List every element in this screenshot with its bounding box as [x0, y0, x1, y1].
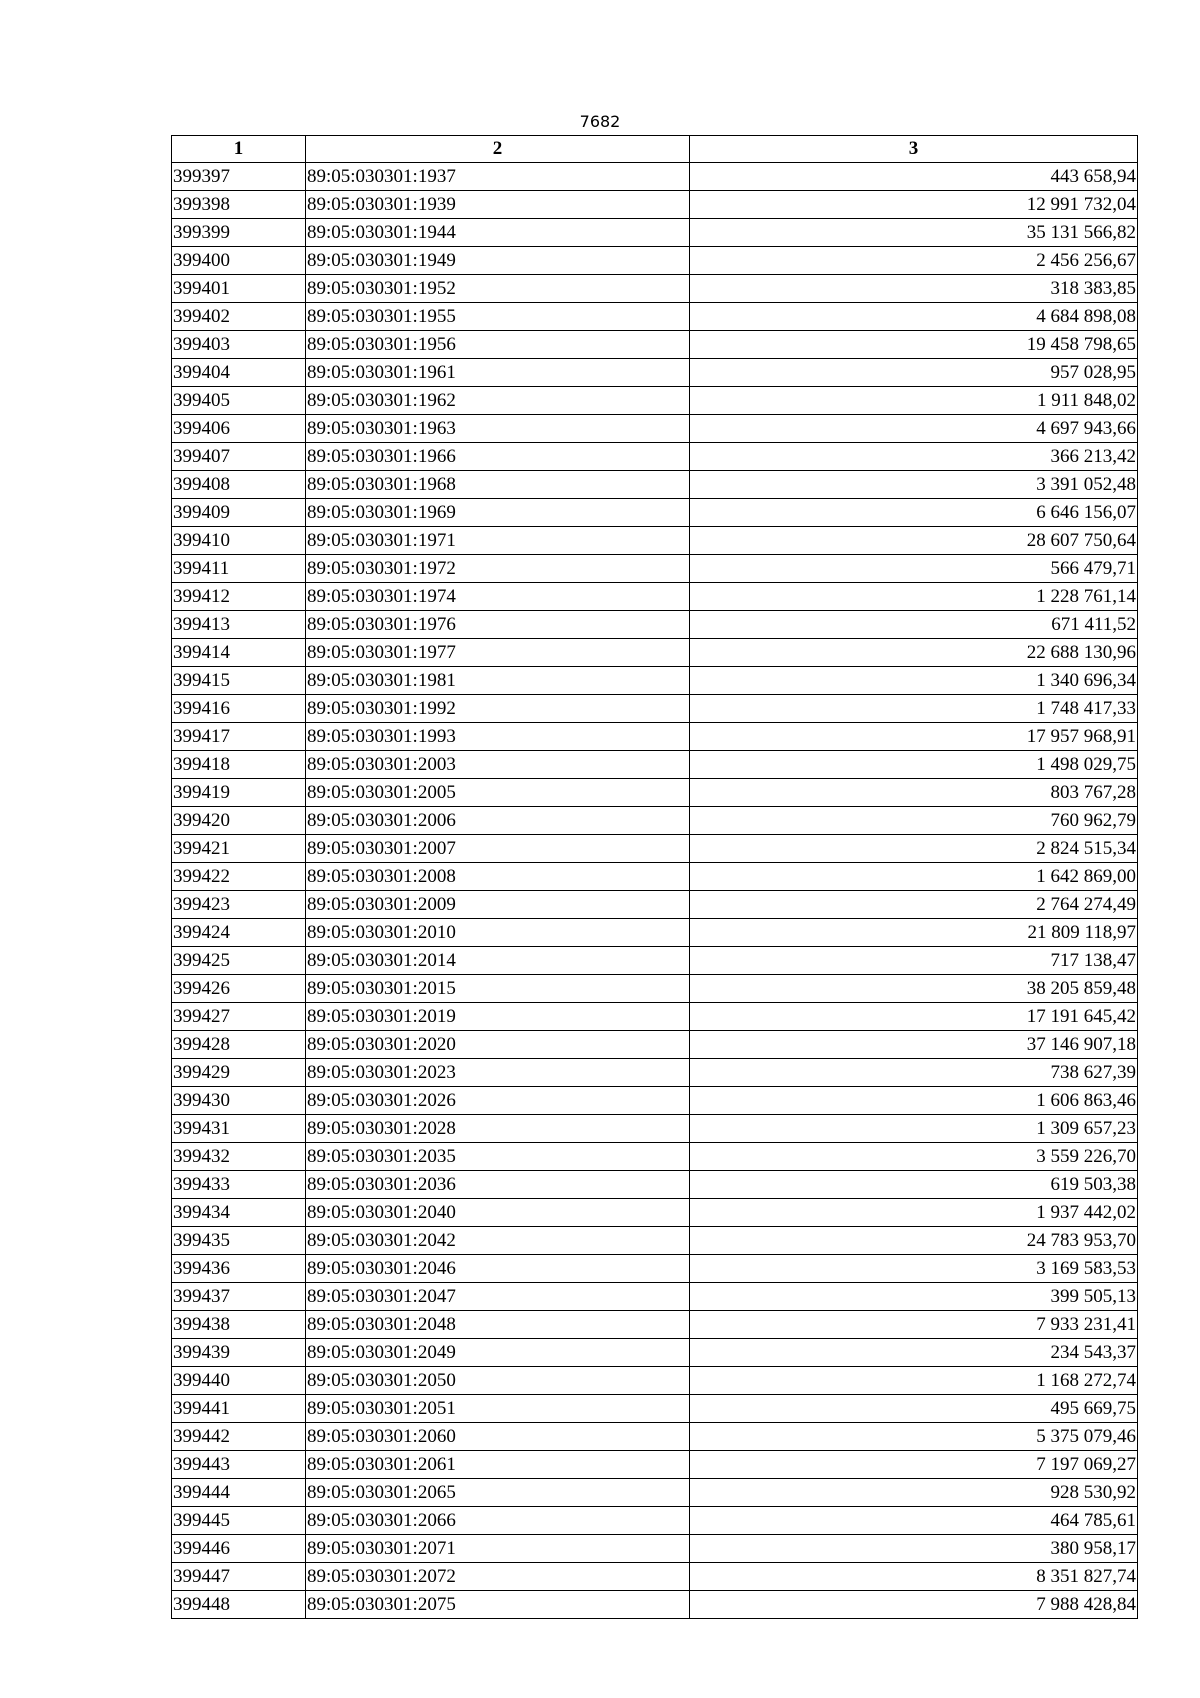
cadastral-value-cell: 1 498 029,75 [690, 751, 1138, 779]
cadastral-number-cell: 89:05:030301:1956 [306, 331, 690, 359]
cadastral-value-cell: 1 309 657,23 [690, 1115, 1138, 1143]
cadastral-number-cell: 89:05:030301:2007 [306, 835, 690, 863]
cadastral-number-cell: 89:05:030301:1969 [306, 499, 690, 527]
cadastral-number-cell: 89:05:030301:1974 [306, 583, 690, 611]
table-row [172, 1059, 1138, 1087]
header-row [172, 136, 1138, 163]
row-number-cell: 399423 [172, 891, 306, 919]
table-row [172, 583, 1138, 611]
cadastral-number-cell: 89:05:030301:2075 [306, 1591, 690, 1619]
table-row [172, 1479, 1138, 1507]
row-number-cell: 399408 [172, 471, 306, 499]
row-number-cell: 399433 [172, 1171, 306, 1199]
table-row [172, 1087, 1138, 1115]
row-number-cell: 399430 [172, 1087, 306, 1115]
cadastral-number-cell: 89:05:030301:2028 [306, 1115, 690, 1143]
row-number-cell: 399426 [172, 975, 306, 1003]
cadastral-value-cell: 5 375 079,46 [690, 1423, 1138, 1451]
table-row [172, 499, 1138, 527]
row-number-cell: 399406 [172, 415, 306, 443]
cadastral-value-cell: 6 646 156,07 [690, 499, 1138, 527]
cadastral-value-cell: 35 131 566,82 [690, 219, 1138, 247]
table-row [172, 219, 1138, 247]
table-row [172, 975, 1138, 1003]
row-number-cell: 399434 [172, 1199, 306, 1227]
table-row [172, 639, 1138, 667]
cadastral-number-cell: 89:05:030301:2065 [306, 1479, 690, 1507]
table-row [172, 1255, 1138, 1283]
cadastral-number-cell: 89:05:030301:2061 [306, 1451, 690, 1479]
table-row [172, 1031, 1138, 1059]
cadastral-number-cell: 89:05:030301:2047 [306, 1283, 690, 1311]
cadastral-value-cell: 7 933 231,41 [690, 1311, 1138, 1339]
cadastral-number-cell: 89:05:030301:1976 [306, 611, 690, 639]
table-row [172, 1423, 1138, 1451]
cadastral-value-cell: 3 559 226,70 [690, 1143, 1138, 1171]
cadastral-value-cell: 443 658,94 [690, 163, 1138, 191]
row-number-cell: 399427 [172, 1003, 306, 1031]
cadastral-number-cell: 89:05:030301:2019 [306, 1003, 690, 1031]
cadastral-number-cell: 89:05:030301:2066 [306, 1507, 690, 1535]
cadastral-value-cell: 37 146 907,18 [690, 1031, 1138, 1059]
table-row [172, 191, 1138, 219]
cadastral-value-cell: 318 383,85 [690, 275, 1138, 303]
cadastral-value-cell: 671 411,52 [690, 611, 1138, 639]
table-row [172, 443, 1138, 471]
row-number-cell: 399414 [172, 639, 306, 667]
page-number: 7682 [579, 112, 621, 131]
table-row [172, 331, 1138, 359]
cadastral-number-cell: 89:05:030301:1955 [306, 303, 690, 331]
cadastral-value-cell: 2 824 515,34 [690, 835, 1138, 863]
cadastral-number-cell: 89:05:030301:2072 [306, 1563, 690, 1591]
cadastral-value-cell: 2 764 274,49 [690, 891, 1138, 919]
table-row [172, 471, 1138, 499]
table-row [172, 415, 1138, 443]
cadastral-value-cell: 19 458 798,65 [690, 331, 1138, 359]
cadastral-number-cell: 89:05:030301:1977 [306, 639, 690, 667]
cadastral-number-cell: 89:05:030301:1939 [306, 191, 690, 219]
table-row [172, 807, 1138, 835]
cadastral-value-cell: 928 530,92 [690, 1479, 1138, 1507]
row-number-cell: 399419 [172, 779, 306, 807]
cadastral-value-cell: 495 669,75 [690, 1395, 1138, 1423]
cadastral-number-cell: 89:05:030301:2035 [306, 1143, 690, 1171]
cadastral-value-cell: 3 391 052,48 [690, 471, 1138, 499]
cadastral-value-cell: 7 988 428,84 [690, 1591, 1138, 1619]
row-number-cell: 399435 [172, 1227, 306, 1255]
cadastral-value-cell: 24 783 953,70 [690, 1227, 1138, 1255]
table-row [172, 1591, 1138, 1619]
table-header [172, 136, 1138, 163]
row-number-cell: 399424 [172, 919, 306, 947]
cadastral-number-cell: 89:05:030301:2015 [306, 975, 690, 1003]
table-row [172, 835, 1138, 863]
cadastral-value-cell: 619 503,38 [690, 1171, 1138, 1199]
column-header-1: 1 [172, 136, 306, 163]
table-row [172, 359, 1138, 387]
cadastral-value-cell: 717 138,47 [690, 947, 1138, 975]
cadastral-value-cell: 22 688 130,96 [690, 639, 1138, 667]
row-number-cell: 399439 [172, 1339, 306, 1367]
cadastral-number-cell: 89:05:030301:2005 [306, 779, 690, 807]
table-row [172, 611, 1138, 639]
cadastral-number-cell: 89:05:030301:2008 [306, 863, 690, 891]
column-header-3: 3 [690, 136, 1138, 163]
cadastral-number-cell: 89:05:030301:2046 [306, 1255, 690, 1283]
cadastral-number-cell: 89:05:030301:2050 [306, 1367, 690, 1395]
row-number-cell: 399431 [172, 1115, 306, 1143]
cadastral-number-cell: 89:05:030301:1992 [306, 695, 690, 723]
row-number-cell: 399421 [172, 835, 306, 863]
row-number-cell: 399445 [172, 1507, 306, 1535]
cadastral-number-cell: 89:05:030301:1966 [306, 443, 690, 471]
cadastral-value-cell: 1 748 417,33 [690, 695, 1138, 723]
cadastral-value-cell: 760 962,79 [690, 807, 1138, 835]
row-number-cell: 399440 [172, 1367, 306, 1395]
table-row [172, 1311, 1138, 1339]
cadastral-value-cell: 380 958,17 [690, 1535, 1138, 1563]
table-row [172, 1395, 1138, 1423]
table-row [172, 1003, 1138, 1031]
cadastral-number-cell: 89:05:030301:2020 [306, 1031, 690, 1059]
row-number-cell: 399399 [172, 219, 306, 247]
cadastral-number-cell: 89:05:030301:2051 [306, 1395, 690, 1423]
cadastral-value-cell: 12 991 732,04 [690, 191, 1138, 219]
cadastral-number-cell: 89:05:030301:2023 [306, 1059, 690, 1087]
row-number-cell: 399411 [172, 555, 306, 583]
row-number-cell: 399400 [172, 247, 306, 275]
table-row [172, 1143, 1138, 1171]
table-row [172, 163, 1138, 191]
table-row [172, 919, 1138, 947]
row-number-cell: 399428 [172, 1031, 306, 1059]
table-row [172, 555, 1138, 583]
cadastral-value-cell: 28 607 750,64 [690, 527, 1138, 555]
table-row [172, 695, 1138, 723]
cadastral-number-cell: 89:05:030301:2003 [306, 751, 690, 779]
cadastral-number-cell: 89:05:030301:2026 [306, 1087, 690, 1115]
row-number-cell: 399422 [172, 863, 306, 891]
table-row [172, 1563, 1138, 1591]
cadastral-number-cell: 89:05:030301:1971 [306, 527, 690, 555]
table-row [172, 1283, 1138, 1311]
row-number-cell: 399405 [172, 387, 306, 415]
cadastral-value-cell: 21 809 118,97 [690, 919, 1138, 947]
row-number-cell: 399418 [172, 751, 306, 779]
cadastral-value-cell: 38 205 859,48 [690, 975, 1138, 1003]
table-row [172, 527, 1138, 555]
cadastral-value-cell: 738 627,39 [690, 1059, 1138, 1087]
table-row [172, 1171, 1138, 1199]
table-row [172, 1451, 1138, 1479]
cadastral-value-cell: 957 028,95 [690, 359, 1138, 387]
table-row [172, 1367, 1138, 1395]
cadastral-number-cell: 89:05:030301:2071 [306, 1535, 690, 1563]
cadastral-value-cell: 464 785,61 [690, 1507, 1138, 1535]
cadastral-number-cell: 89:05:030301:2006 [306, 807, 690, 835]
table-row [172, 247, 1138, 275]
column-header-2: 2 [306, 136, 690, 163]
table-row [172, 1199, 1138, 1227]
row-number-cell: 399448 [172, 1591, 306, 1619]
row-number-cell: 399436 [172, 1255, 306, 1283]
row-number-cell: 399416 [172, 695, 306, 723]
cadastral-number-cell: 89:05:030301:1961 [306, 359, 690, 387]
cadastral-number-cell: 89:05:030301:2060 [306, 1423, 690, 1451]
row-number-cell: 399429 [172, 1059, 306, 1087]
cadastral-value-cell: 2 456 256,67 [690, 247, 1138, 275]
table-row [172, 667, 1138, 695]
cadastral-number-cell: 89:05:030301:2049 [306, 1339, 690, 1367]
cadastral-value-cell: 4 684 898,08 [690, 303, 1138, 331]
row-number-cell: 399447 [172, 1563, 306, 1591]
cadastral-value-cell: 1 642 869,00 [690, 863, 1138, 891]
row-number-cell: 399432 [172, 1143, 306, 1171]
cadastral-value-table [171, 135, 1138, 1619]
cadastral-value-cell: 1 340 696,34 [690, 667, 1138, 695]
table-row [172, 1507, 1138, 1535]
cadastral-value-cell: 17 957 968,91 [690, 723, 1138, 751]
row-number-cell: 399425 [172, 947, 306, 975]
cadastral-number-cell: 89:05:030301:1937 [306, 163, 690, 191]
row-number-cell: 399404 [172, 359, 306, 387]
table-row [172, 723, 1138, 751]
row-number-cell: 399443 [172, 1451, 306, 1479]
cadastral-value-cell: 234 543,37 [690, 1339, 1138, 1367]
cadastral-value-cell: 566 479,71 [690, 555, 1138, 583]
table-row [172, 275, 1138, 303]
cadastral-value-cell: 3 169 583,53 [690, 1255, 1138, 1283]
row-number-cell: 399444 [172, 1479, 306, 1507]
row-number-cell: 399413 [172, 611, 306, 639]
cadastral-number-cell: 89:05:030301:2042 [306, 1227, 690, 1255]
cadastral-number-cell: 89:05:030301:2040 [306, 1199, 690, 1227]
table-row [172, 891, 1138, 919]
row-number-cell: 399442 [172, 1423, 306, 1451]
row-number-cell: 399438 [172, 1311, 306, 1339]
table-row [172, 779, 1138, 807]
cadastral-number-cell: 89:05:030301:1944 [306, 219, 690, 247]
row-number-cell: 399402 [172, 303, 306, 331]
table-row [172, 947, 1138, 975]
table-row [172, 1535, 1138, 1563]
cadastral-number-cell: 89:05:030301:2014 [306, 947, 690, 975]
row-number-cell: 399409 [172, 499, 306, 527]
cadastral-value-cell: 366 213,42 [690, 443, 1138, 471]
cadastral-value-cell: 1 228 761,14 [690, 583, 1138, 611]
row-number-cell: 399412 [172, 583, 306, 611]
row-number-cell: 399407 [172, 443, 306, 471]
table-row [172, 751, 1138, 779]
cadastral-number-cell: 89:05:030301:1962 [306, 387, 690, 415]
row-number-cell: 399410 [172, 527, 306, 555]
cadastral-number-cell: 89:05:030301:2036 [306, 1171, 690, 1199]
row-number-cell: 399417 [172, 723, 306, 751]
table-row [172, 1115, 1138, 1143]
row-number-cell: 399401 [172, 275, 306, 303]
cadastral-number-cell: 89:05:030301:2048 [306, 1311, 690, 1339]
row-number-cell: 399415 [172, 667, 306, 695]
table-row [172, 303, 1138, 331]
cadastral-number-cell: 89:05:030301:1972 [306, 555, 690, 583]
table-row [172, 863, 1138, 891]
cadastral-number-cell: 89:05:030301:2010 [306, 919, 690, 947]
cadastral-number-cell: 89:05:030301:1952 [306, 275, 690, 303]
cadastral-value-cell: 1 168 272,74 [690, 1367, 1138, 1395]
cadastral-number-cell: 89:05:030301:1993 [306, 723, 690, 751]
row-number-cell: 399437 [172, 1283, 306, 1311]
row-number-cell: 399441 [172, 1395, 306, 1423]
row-number-cell: 399403 [172, 331, 306, 359]
row-number-cell: 399420 [172, 807, 306, 835]
table-body [172, 163, 1138, 1619]
table-row [172, 1339, 1138, 1367]
cadastral-value-cell: 17 191 645,42 [690, 1003, 1138, 1031]
table-row [172, 387, 1138, 415]
cadastral-number-cell: 89:05:030301:1963 [306, 415, 690, 443]
cadastral-value-cell: 1 911 848,02 [690, 387, 1138, 415]
cadastral-value-cell: 4 697 943,66 [690, 415, 1138, 443]
cadastral-value-cell: 1 606 863,46 [690, 1087, 1138, 1115]
cadastral-number-cell: 89:05:030301:1981 [306, 667, 690, 695]
cadastral-value-cell: 7 197 069,27 [690, 1451, 1138, 1479]
cadastral-number-cell: 89:05:030301:1968 [306, 471, 690, 499]
cadastral-value-cell: 1 937 442,02 [690, 1199, 1138, 1227]
row-number-cell: 399397 [172, 163, 306, 191]
cadastral-number-cell: 89:05:030301:1949 [306, 247, 690, 275]
cadastral-value-cell: 8 351 827,74 [690, 1563, 1138, 1591]
row-number-cell: 399446 [172, 1535, 306, 1563]
row-number-cell: 399398 [172, 191, 306, 219]
cadastral-value-cell: 803 767,28 [690, 779, 1138, 807]
cadastral-value-cell: 399 505,13 [690, 1283, 1138, 1311]
cadastral-number-cell: 89:05:030301:2009 [306, 891, 690, 919]
table-row [172, 1227, 1138, 1255]
